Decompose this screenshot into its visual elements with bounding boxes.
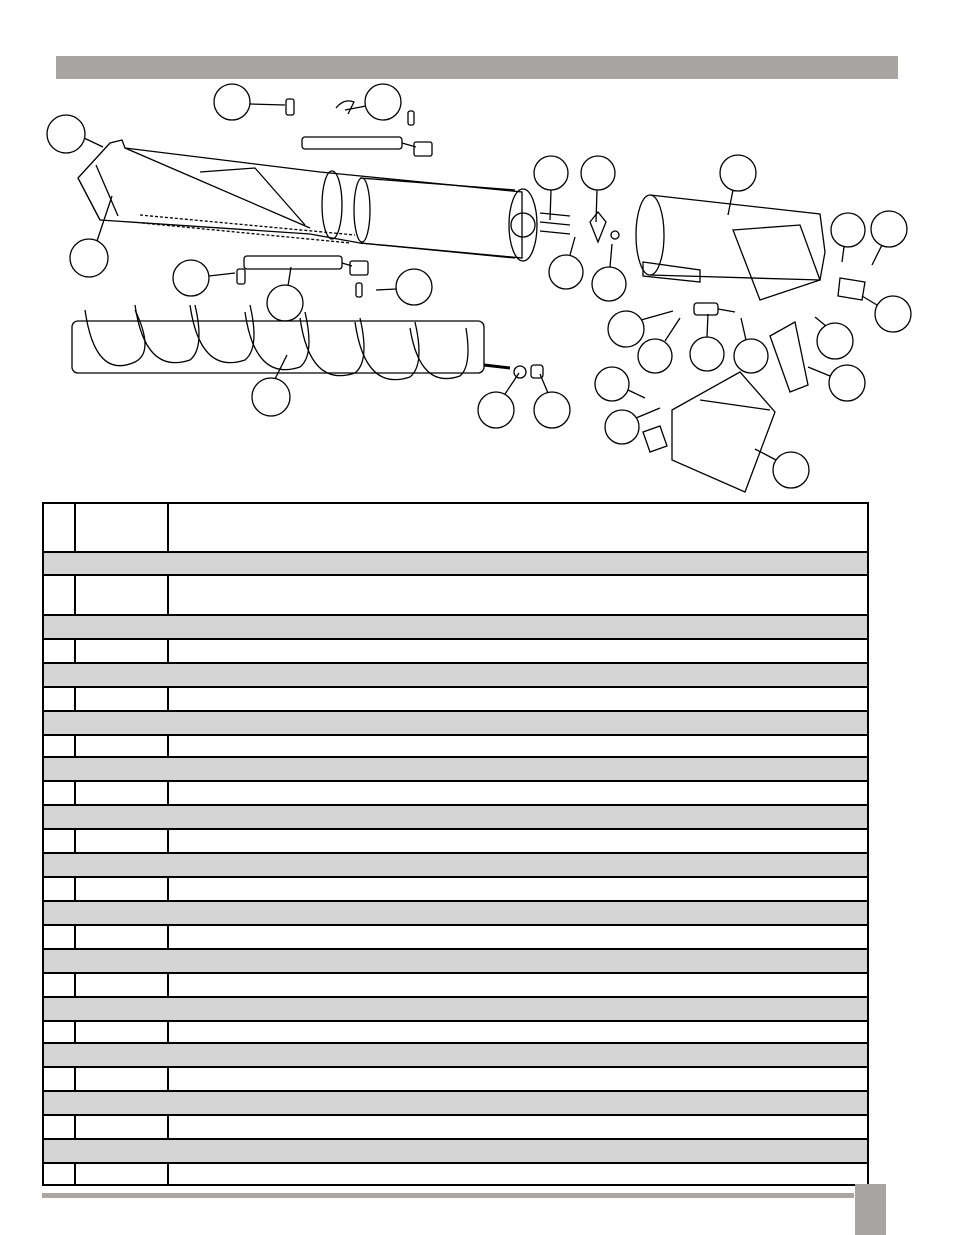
page-number-tab [855,1184,886,1235]
table-row [44,972,867,996]
table-row [44,780,867,804]
mounting-bracket [643,426,667,452]
footer-rule [42,1193,854,1198]
table-row [44,734,867,756]
table-row [44,852,867,876]
adjusting-cylinder [694,303,735,315]
table-row [44,638,867,662]
table-row [44,1114,867,1138]
spout-hood [672,372,775,492]
auger-tube [78,140,537,261]
table-row [44,1042,867,1066]
table-row [44,1138,867,1162]
exploded-parts-diagram [0,80,954,500]
table-row [44,574,867,614]
table-row [44,1162,867,1186]
table-row [44,551,867,574]
auger-flighting [72,305,510,380]
parts-table [42,502,869,1186]
page-header-bar [56,56,898,79]
table-row [44,1020,867,1042]
hydraulic-cylinder-upper [302,137,432,156]
spout-tube [636,195,825,300]
pins-and-hardware [237,99,619,378]
spout-deflector [770,322,808,392]
table-row [44,948,867,972]
table-row [44,686,867,710]
table-row [44,804,867,828]
hinge-plate [838,278,865,300]
table-row [44,1066,867,1090]
table-row [44,710,867,734]
table-row [44,756,867,780]
callout-circles [47,84,911,488]
table-row [44,996,867,1020]
table-row [44,614,867,638]
table-row [44,1090,867,1114]
table-row [44,924,867,948]
table-row [44,662,867,686]
table-row [44,900,867,924]
table-row [44,876,867,900]
table-row [44,828,867,852]
hydraulic-cylinder-lower [244,256,368,275]
table-header-row [44,504,867,552]
